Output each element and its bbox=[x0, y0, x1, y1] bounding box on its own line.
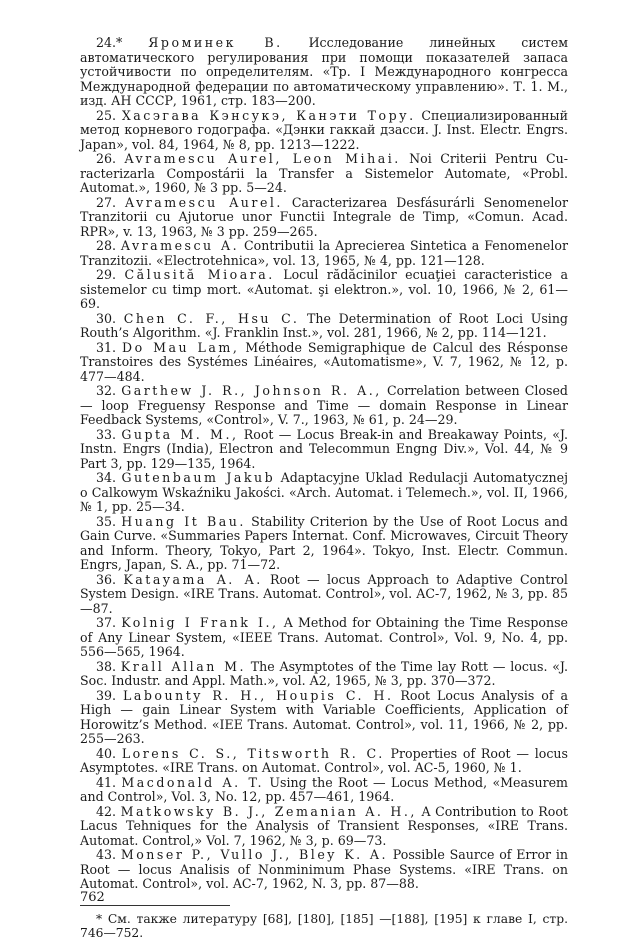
reference-author: Chen C. F., Hsu C. bbox=[123, 310, 300, 326]
reference-text: Contributii la Aprecierea Sintetica a Fenomenelor Tranzitozii. «Electrotehnica», vol. 13, 1965, № 4, pp. 121—128. bbox=[80, 238, 568, 268]
reference-item bbox=[80, 152, 568, 196]
reference-text: Properties of Root — locus Asymptotes. «IRE Trans. on Automat. Control», vol. AC-5, 1960, № 1. bbox=[80, 745, 568, 775]
reference-item bbox=[80, 341, 568, 385]
reference-number: 34. bbox=[96, 470, 117, 485]
reference-number: 42. bbox=[96, 803, 117, 819]
reference-item bbox=[80, 573, 568, 617]
reference-number: 32. bbox=[96, 383, 117, 398]
reference-item bbox=[80, 239, 568, 268]
reference-item bbox=[80, 268, 568, 312]
reference-author: Do Mau Lam, bbox=[121, 339, 240, 355]
reference-text: Root Locus Analysis of a High — gain Linear System with Variable Coefficients, Application of Horowitz’s Method. «IEE Trans. Automat. Control», vol. 11, 1966, № 2, pp. 255—263. bbox=[80, 687, 568, 746]
reference-item bbox=[80, 616, 568, 660]
reference-author: Gutenbaum Jakub bbox=[121, 470, 276, 485]
reference-text: Root — locus Approach to Adaptive Control System Design. «IRE Trans. Automat. Control», vol. AC-7, 1962, № 3, pp. 85—87. bbox=[80, 571, 568, 616]
reference-text: Stability Criterion by the Use of Root Locus and Gain Curve. «Summaries Papers Internat. Conf. Microwaves, Circuit Theory and Inform. Theory, Tokyo, Part 2, 1964». Tokyo, Inst. Electr. Commun. Engrs, Japan, S. A., pp. 71—72. bbox=[80, 513, 568, 572]
reference-author: Яроминек В. bbox=[148, 35, 283, 50]
reference-author: Macdonald A. T. bbox=[121, 774, 265, 790]
reference-text: Noi Criterii Pentru Curacterizarla Compostárii la Transfer a Sistemelor Automate, «Probl. Automat.», 1960, № 3 pp. 5—24. bbox=[80, 151, 568, 195]
reference-author: Krall Allan M. bbox=[120, 658, 246, 674]
page-number: 762 bbox=[80, 890, 105, 905]
reference-author: Călusită Mioara. bbox=[124, 267, 275, 282]
reference-item bbox=[80, 196, 568, 240]
reference-number: 27. bbox=[96, 194, 117, 210]
reference-text: Correlation between Closed — loop Freguensy Response and Time — domain Response in Linear Feedback Systems, «Control», V. 7., 1963, № 61, p. 24—29. bbox=[80, 383, 568, 427]
page-content bbox=[80, 36, 568, 940]
reference-number: 41. bbox=[96, 774, 117, 790]
reference-item bbox=[80, 848, 568, 892]
reference-item bbox=[80, 660, 568, 689]
reference-number: 38. bbox=[96, 658, 117, 674]
reference-author: Avramescu Aurel. bbox=[125, 194, 283, 210]
reference-text: A Contribution to Root Lacus Tehniques for the Analysis of Transient Responses, «IRE Trans. Automat. Control,» Vol. 7, 1962, № 3, p. 69—73. bbox=[80, 803, 568, 848]
reference-text: Исследование линейных систем автоматического регулирования при помощи показателей запаса устойчивости по определителям. «Тр. I Международного конгресса Международной федерации по автоматическому управлению». Т. 1. М., изд. АН СССР, 1961, стр. 183—200. bbox=[80, 35, 568, 108]
reference-text: Méthode Semigraphique de Calcul des Résponse Transtoires des Systémes Linéaires, «Automatisme», V. 7, 1962, № 12, p. 477—484. bbox=[80, 339, 568, 384]
reference-number: 33. bbox=[96, 426, 117, 442]
reference-number: 25. bbox=[96, 107, 117, 123]
reference-author: Matkowsky B. J., Zemanian A. H., bbox=[120, 803, 417, 819]
reference-item bbox=[80, 471, 568, 515]
reference-number: 28. bbox=[96, 238, 117, 253]
reference-author: Huang It Bau. bbox=[121, 513, 246, 529]
reference-author: Хасэгава Кэнсукэ, Канэти Тору. bbox=[121, 107, 416, 123]
reference-number: 39. bbox=[96, 687, 117, 703]
reference-text: Possible Saurce of Error in Root — locus Analisis of Nonminimum Phase Systems. «IRE Trans. on Automat. Control», vol. AC-7, 1962, N. 3, pp. 87—88. bbox=[80, 847, 568, 891]
reference-number: 24.* bbox=[96, 35, 123, 50]
reference-item bbox=[80, 312, 568, 341]
reference-number: 29. bbox=[96, 267, 117, 282]
reference-author: Monser P., Vullo J., Bley K. A. bbox=[120, 847, 388, 862]
footnote: * См. также литературу [68], [180], [185] —[188], [195] к главе I, стр. 746—752. bbox=[80, 911, 568, 940]
reference-number: 26. bbox=[96, 151, 117, 166]
reference-item bbox=[80, 384, 568, 428]
reference-text: The Determination of Root Loci Using Routh’s Algorithm. «J. Franklin Inst.», vol. 281, 1966, № 2, pp. 114—121. bbox=[80, 310, 568, 340]
reference-item bbox=[80, 689, 568, 747]
reference-item bbox=[80, 428, 568, 472]
reference-author: Gupta M. M., bbox=[121, 426, 239, 442]
reference-number: 37. bbox=[96, 615, 117, 630]
reference-text: Caracterizarea Desfásurárli Senomenelor Tranzitorii cu Ajutorue unor Functii Integrale de Timp, «Comun. Acad. RPR», v. 13, 1963, № 3 pp. 259—265. bbox=[80, 194, 568, 239]
reference-author: Katayama A. A. bbox=[123, 571, 263, 587]
reference-item bbox=[80, 36, 568, 109]
reference-author: Lorens C. S., Titsworth R. C. bbox=[121, 745, 385, 761]
reference-number: 31. bbox=[96, 339, 117, 355]
reference-number: 43. bbox=[96, 847, 117, 862]
reference-author: Kolnig I Frank I., bbox=[121, 615, 279, 630]
reference-text: Locul rădăcinilor ecuaţiei caracteristice a sistemelor cu timp mort. «Automat. şi elektron.», vol. 10, 1966, № 2, 61—69. bbox=[80, 267, 568, 311]
reference-author: Avramescu Aurel, Leon Mihai. bbox=[124, 151, 401, 166]
reference-text: Using the Root — Locus Method, «Measurem and Control», Vol. 3, No. 12, pp. 457—461, 1964. bbox=[80, 774, 568, 804]
reference-number: 35. bbox=[96, 513, 117, 529]
reference-text: Root — Locus Break-in and Breakaway Points, «J. Instn. Engrs (India), Electron and Telecommun Engng Div.», Vol. 44, № 9 Part 3, pp. 129—135, 1964. bbox=[80, 426, 569, 471]
reference-item bbox=[80, 515, 568, 573]
reference-number: 36. bbox=[96, 571, 117, 587]
reference-item bbox=[80, 747, 568, 776]
reference-author: Labounty R. H., Houpis C. H. bbox=[122, 687, 394, 703]
reference-item bbox=[80, 109, 568, 153]
reference-text: Adaptacyjne Uklad Redulacji Automatycznej o Calkowym Wskaźniku Jakości. «Arch. Automat. i Telemech.», vol. II, 1966, № 1, pp. 25—34. bbox=[80, 470, 568, 514]
reference-number: 40. bbox=[96, 745, 117, 761]
reference-author: Avramescu A. bbox=[120, 238, 240, 253]
reference-text: The Asymptotes of the Time lay Rott — locus. «J. Soc. Industr. and Appl. Math.», vol. A2, 1965, № 3, pp. 370—372. bbox=[80, 658, 568, 688]
reference-text: A Method for Obtaining the Time Response of Any Linear System, «IEEE Trans. Automat. Control», Vol. 9, No. 4, pp. 556—565, 1964. bbox=[80, 615, 568, 659]
reference-item bbox=[80, 776, 568, 805]
reference-text: Специализированный метод корневого годографа. «Дэнки гаккай дзасси. J. Inst. Electr. Engrs. Japan», vol. 84, 1964, № 8, pp. 1213—1222. bbox=[80, 107, 568, 152]
reference-item bbox=[80, 805, 568, 849]
reference-list bbox=[80, 36, 568, 892]
reference-number: 30. bbox=[96, 310, 117, 326]
reference-author: Garthew J. R., Johnson R. A., bbox=[121, 383, 382, 398]
